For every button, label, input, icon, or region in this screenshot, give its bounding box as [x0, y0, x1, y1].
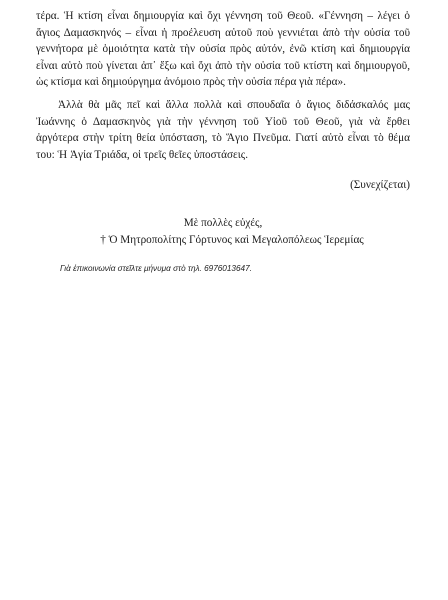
closing-signature: † Ὁ Μητροπολίτης Γόρτυνος καὶ Μεγαλοπόλεως Ἱερεμίας — [100, 234, 364, 247]
closing-wishes: Μὲ πολλὲς εὐχές, — [183, 217, 263, 230]
contact-note: Γιὰ ἐπικοινωνία στεῖλτε μήνυμα στὸ τηλ. 6976013647. — [60, 264, 252, 274]
body-paragraph-2: Ἀλλὰ θὰ μᾶς πεῖ καὶ ἄλλα πολλὰ καὶ σπουδαῖα ὁ ἅγιος διδάσκαλός μας Ἰωάννης ὁ Δαμασκηνὸς γιὰ τὴν γέννηση τοῦ Υἱοῦ τοῦ Θεοῦ, γιὰ νὰ ἔρθει ἀργότερα στὴν τρίτη θεία ὑπόσταση, τὸ Ἅγιο Πνεῦμα. Γιατί αὐτὸ εἶναι τὸ θέμα του: Ἡ Ἁγία Τριάδα, οἱ τρεῖς θεῖες ὑποστάσεις. — [36, 98, 410, 161]
continued-note: (Συνεχίζεται) — [350, 179, 410, 192]
closing-block — [36, 215, 410, 249]
document-page — [36, 8, 410, 275]
body-paragraph-1: τέρα. Ἡ κτίση εἶναι δημιουργία καὶ ὄχι γέννηση τοῦ Θεοῦ. «Γέννηση – λέγει ὁ ἅγιος Δαμασκηνός – εἶναι ἡ προέλευση αὐτοῦ ποὺ γεννιέται ἀπὸ τὴν οὐσία τοῦ γεννήτορα μὲ ὁμοιότητα κατὰ τὴν οὐσία πρὸς αὐτόν, ἐνῶ κτίση καὶ δημιουργία εἶναι αὐτὸ ποὺ γίνεται ἀπ᾽ ἔξω καὶ ὄχι ἀπὸ τὴν οὐσία τοῦ κτίστη καὶ δημιουργοῦ, ὡς κτίσμα καὶ δημιούργημα ἀνόμοιο πρὸς τὴν οὐσία πέρα γιὰ πέρα». — [36, 10, 410, 89]
